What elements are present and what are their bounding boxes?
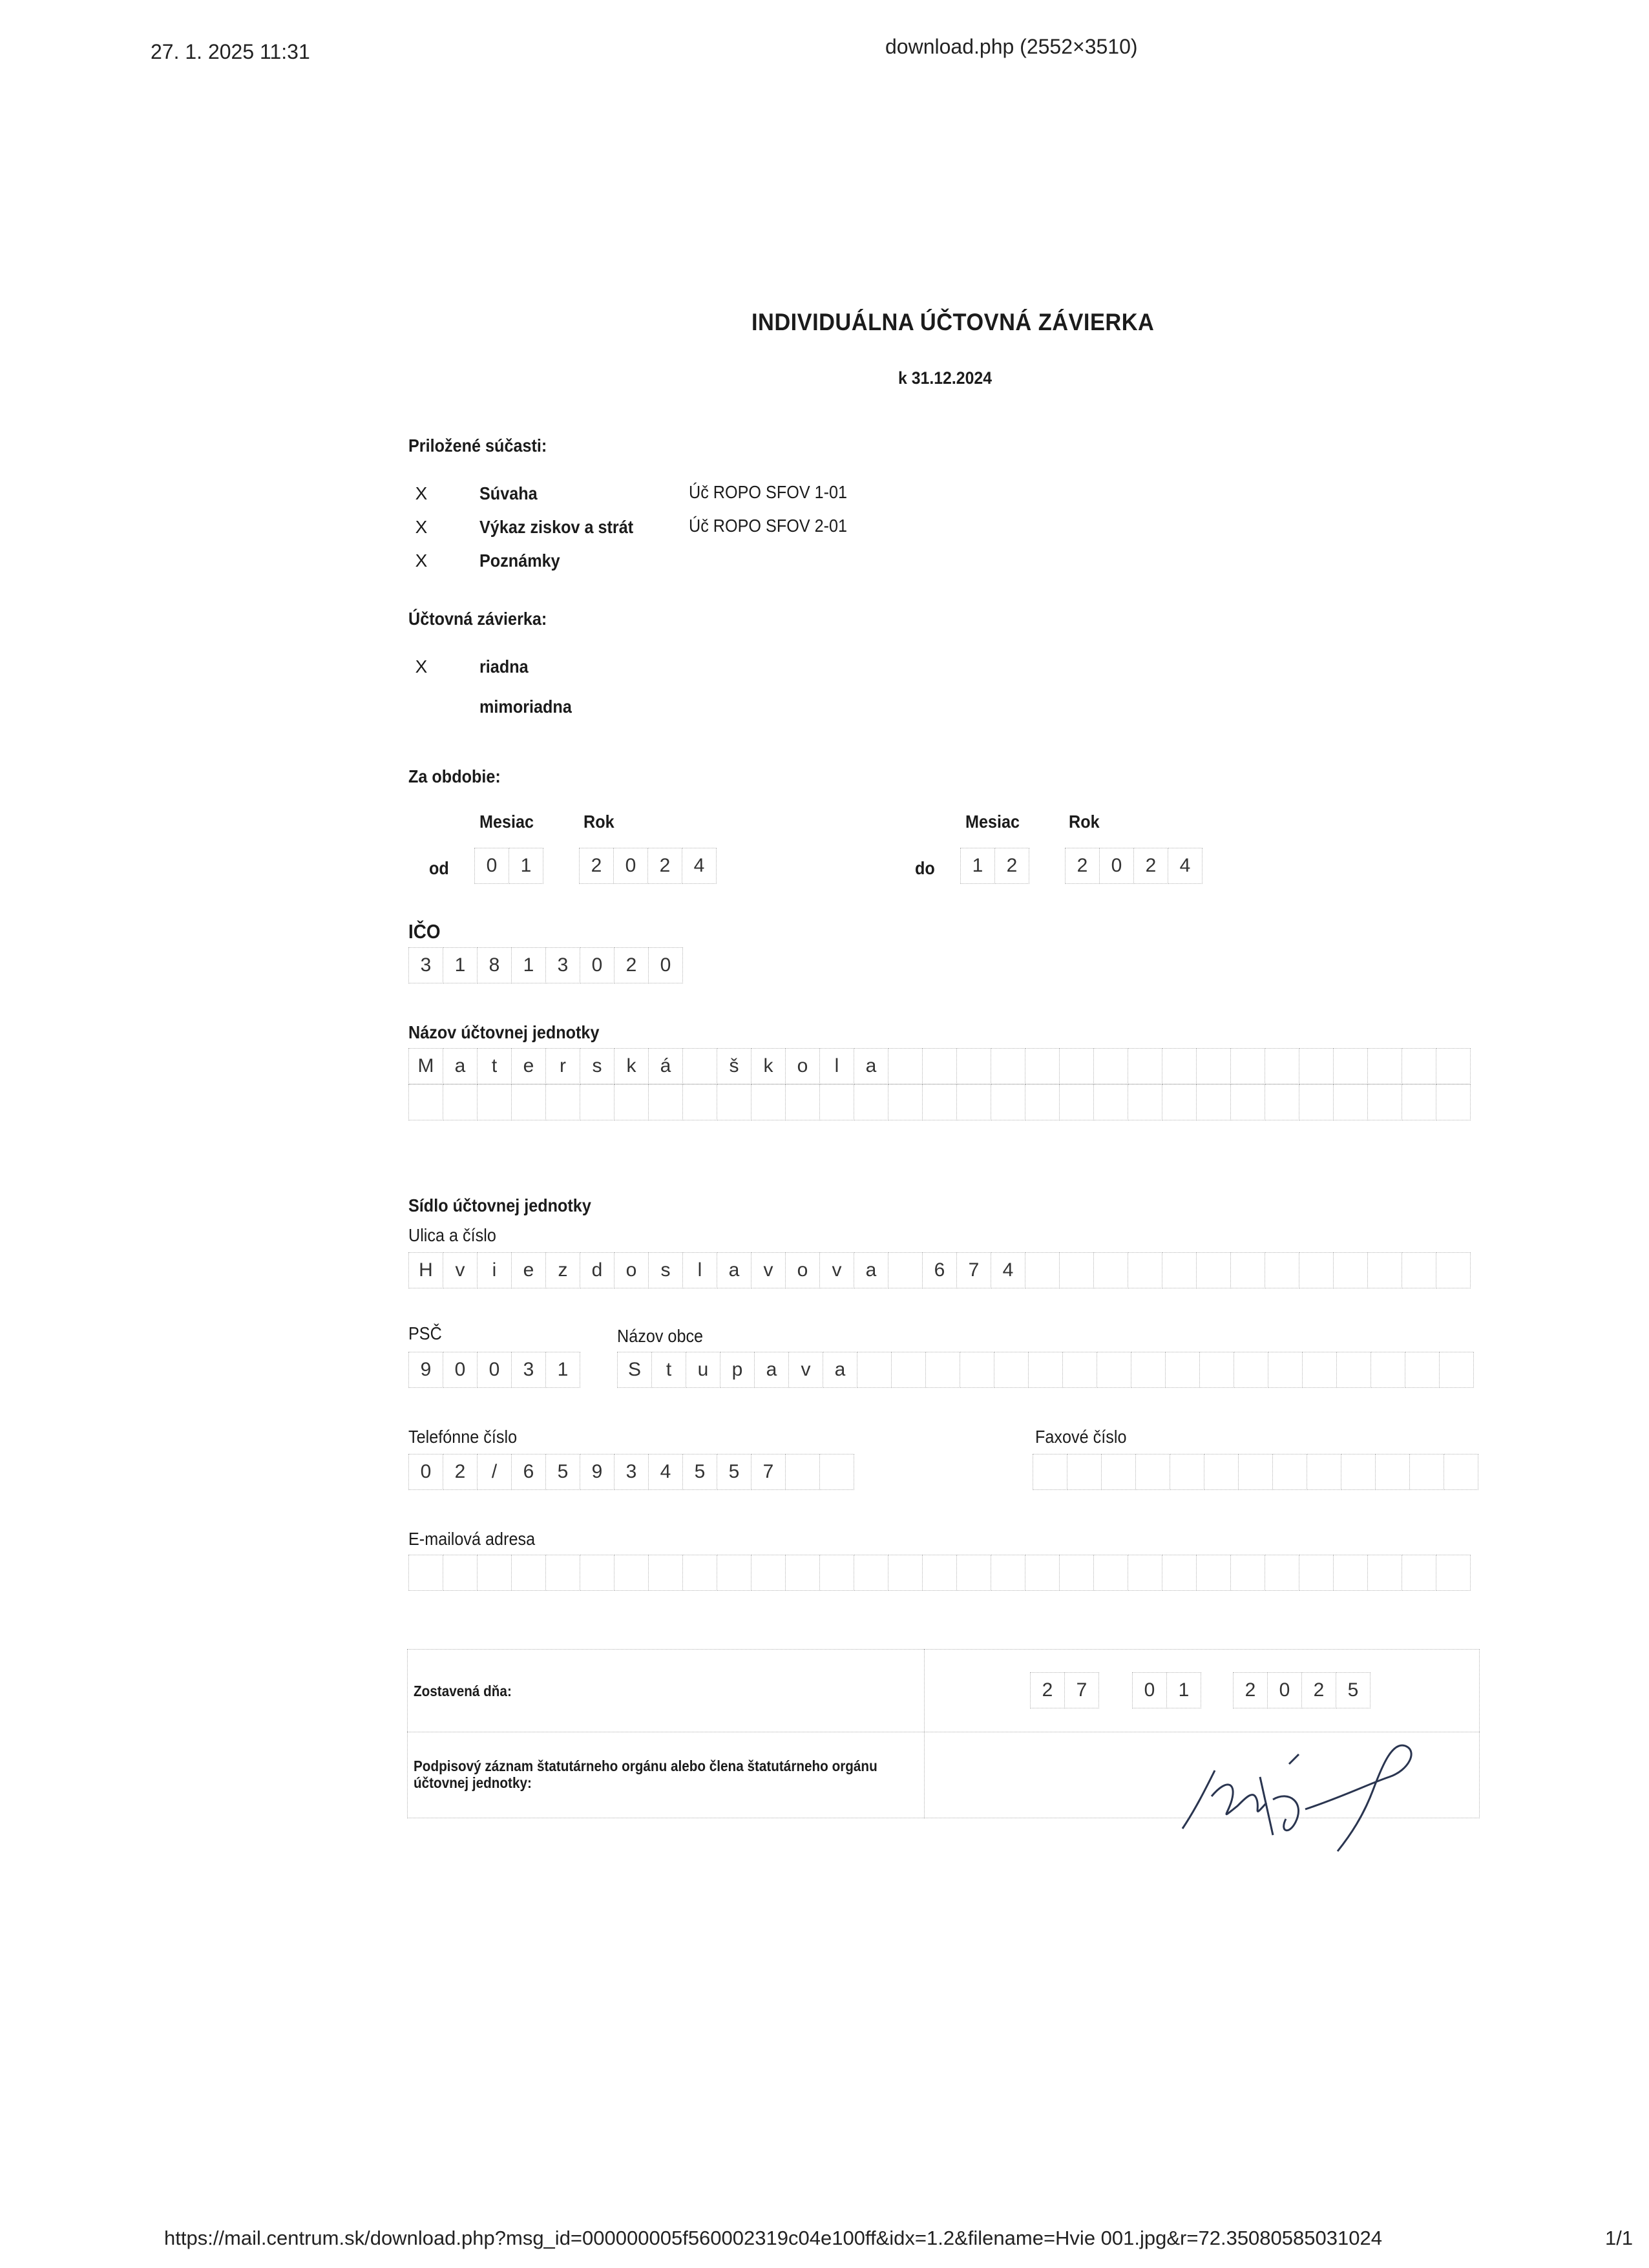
- digit-cell: 0: [443, 1352, 478, 1388]
- attachment-mark: X: [415, 517, 428, 537]
- digit-cell: 3: [511, 1352, 546, 1388]
- from-year-label: Rok: [583, 812, 614, 832]
- char-cell: [408, 1555, 443, 1591]
- ico-label: IČO: [408, 920, 441, 943]
- char-cell: [1265, 1252, 1299, 1288]
- char-cell: [1162, 1252, 1197, 1288]
- char-cell: [1299, 1555, 1334, 1591]
- char-cell: [477, 1555, 512, 1591]
- char-cell: [991, 1048, 1025, 1084]
- char-cell: á: [648, 1048, 683, 1084]
- char-cell: k: [614, 1048, 649, 1084]
- char-cell: 4: [648, 1454, 683, 1490]
- print-page-number: 1/1: [1605, 2227, 1633, 2249]
- digit-cell: 0: [1267, 1672, 1302, 1708]
- char-cell: [1162, 1084, 1197, 1120]
- char-cell: [1230, 1084, 1265, 1120]
- char-cell: d: [580, 1252, 614, 1288]
- char-cell: [1093, 1084, 1128, 1120]
- char-cell: [408, 1084, 443, 1120]
- char-cell: [1402, 1555, 1436, 1591]
- attachment-code: Úč ROPO SFOV 2-01: [689, 516, 848, 536]
- char-cell: [511, 1555, 546, 1591]
- char-cell: [1025, 1555, 1060, 1591]
- digit-cell: 1: [443, 947, 478, 983]
- to-month-label: Mesiac: [965, 812, 1020, 832]
- char-cell: [751, 1084, 786, 1120]
- char-cell: [682, 1084, 717, 1120]
- to-year-label: Rok: [1069, 812, 1100, 832]
- char-cell: t: [651, 1352, 686, 1388]
- char-cell: [1436, 1048, 1471, 1084]
- digit-cell: 0: [1132, 1672, 1167, 1708]
- char-cell: [1307, 1454, 1341, 1490]
- city-grid: [617, 1352, 1473, 1388]
- digit-cell: 2: [1301, 1672, 1336, 1708]
- char-cell: [717, 1084, 751, 1120]
- char-cell: [1162, 1555, 1197, 1591]
- char-cell: [580, 1084, 614, 1120]
- char-cell: [1402, 1084, 1436, 1120]
- char-cell: [1033, 1454, 1067, 1490]
- char-cell: [1025, 1048, 1060, 1084]
- char-cell: [682, 1555, 717, 1591]
- char-cell: S: [617, 1352, 652, 1388]
- char-cell: [956, 1084, 991, 1120]
- char-cell: [1101, 1454, 1136, 1490]
- phone-grid: [408, 1454, 854, 1490]
- char-cell: [1333, 1252, 1368, 1288]
- period-heading: Za obdobie:: [408, 766, 501, 786]
- char-cell: [1170, 1454, 1204, 1490]
- char-cell: a: [443, 1048, 478, 1084]
- char-cell: [819, 1084, 854, 1120]
- statement-type-label: riadna: [479, 656, 529, 677]
- digit-cell: 4: [682, 848, 717, 884]
- char-cell: [1097, 1352, 1131, 1388]
- digit-cell: 2: [1233, 1672, 1268, 1708]
- char-cell: s: [580, 1048, 614, 1084]
- digit-cell: 2: [1133, 848, 1168, 884]
- attachment-name: Poznámky: [479, 551, 560, 571]
- char-cell: [1230, 1555, 1265, 1591]
- char-cell: [443, 1555, 478, 1591]
- char-cell: [1131, 1352, 1166, 1388]
- char-cell: [614, 1084, 649, 1120]
- from-month-grid: [474, 848, 543, 884]
- email-label: E-mailová adresa: [408, 1529, 536, 1549]
- char-cell: [751, 1555, 786, 1591]
- digit-cell: 1: [509, 848, 543, 884]
- char-cell: [956, 1555, 991, 1591]
- char-cell: s: [648, 1252, 683, 1288]
- char-cell: [1436, 1555, 1471, 1591]
- char-cell: [1162, 1048, 1197, 1084]
- char-cell: [1402, 1048, 1436, 1084]
- char-cell: [1067, 1454, 1102, 1490]
- to-label: do: [915, 858, 935, 878]
- char-cell: a: [717, 1252, 751, 1288]
- char-cell: 6: [511, 1454, 546, 1490]
- char-cell: [1059, 1048, 1094, 1084]
- digit-cell: 1: [545, 1352, 580, 1388]
- char-cell: [1439, 1352, 1474, 1388]
- char-cell: [511, 1084, 546, 1120]
- char-cell: r: [545, 1048, 580, 1084]
- char-cell: [1135, 1454, 1170, 1490]
- char-cell: [1265, 1048, 1299, 1084]
- char-cell: š: [717, 1048, 751, 1084]
- digit-cell: 0: [477, 1352, 512, 1388]
- char-cell: v: [788, 1352, 823, 1388]
- digit-cell: 0: [613, 848, 648, 884]
- city-label: Názov obce: [617, 1326, 704, 1346]
- print-datetime: 27. 1. 2025 11:31: [151, 40, 310, 63]
- document-title: INDIVIDUÁLNA ÚČTOVNÁ ZÁVIERKA: [751, 309, 1155, 335]
- char-cell: [891, 1352, 926, 1388]
- char-cell: [1196, 1084, 1231, 1120]
- to-month-grid: [960, 848, 1029, 884]
- char-cell: [888, 1555, 923, 1591]
- digit-cell: 2: [579, 848, 614, 884]
- char-cell: a: [854, 1252, 888, 1288]
- char-cell: [854, 1084, 888, 1120]
- char-cell: [1230, 1048, 1265, 1084]
- char-cell: [648, 1084, 683, 1120]
- char-cell: [1196, 1252, 1231, 1288]
- char-cell: [888, 1084, 923, 1120]
- char-cell: [819, 1454, 854, 1490]
- digit-cell: 2: [994, 848, 1029, 884]
- char-cell: o: [785, 1252, 820, 1288]
- char-cell: [1402, 1252, 1436, 1288]
- fax-label: Faxové číslo: [1035, 1427, 1127, 1447]
- char-cell: [443, 1084, 478, 1120]
- attachments-heading: Priložené súčasti:: [408, 436, 547, 456]
- char-cell: z: [545, 1252, 580, 1288]
- entity-name-grid: [408, 1048, 1494, 1120]
- char-cell: o: [785, 1048, 820, 1084]
- char-cell: [580, 1555, 614, 1591]
- char-cell: [1333, 1048, 1368, 1084]
- char-cell: [1093, 1048, 1128, 1084]
- attachment-name: Súvaha: [479, 483, 538, 503]
- char-cell: [1025, 1084, 1060, 1120]
- char-cell: [1268, 1352, 1303, 1388]
- char-cell: [1436, 1084, 1471, 1120]
- char-cell: [1128, 1048, 1162, 1084]
- char-cell: M: [408, 1048, 443, 1084]
- char-cell: [1265, 1084, 1299, 1120]
- char-cell: [1025, 1252, 1060, 1288]
- char-cell: 9: [580, 1454, 614, 1490]
- compiled-year-grid: [1233, 1672, 1370, 1708]
- char-cell: [1196, 1048, 1231, 1084]
- compiled-label: Zostavená dňa:: [414, 1683, 512, 1699]
- digit-cell: 0: [648, 947, 683, 983]
- char-cell: e: [511, 1252, 546, 1288]
- char-cell: 0: [408, 1454, 443, 1490]
- char-cell: [1128, 1084, 1162, 1120]
- char-cell: [1333, 1084, 1368, 1120]
- char-cell: [785, 1084, 820, 1120]
- char-cell: [1234, 1352, 1268, 1388]
- statement-type-heading: Účtovná závierka:: [408, 609, 547, 629]
- statement-type-mark: [408, 693, 434, 721]
- char-cell: [1272, 1454, 1307, 1490]
- char-cell: [854, 1555, 888, 1591]
- char-cell: [1336, 1352, 1371, 1388]
- char-cell: [1375, 1454, 1410, 1490]
- char-cell: [648, 1555, 683, 1591]
- char-cell: k: [751, 1048, 786, 1084]
- digit-cell: 3: [408, 947, 443, 983]
- char-cell: [960, 1352, 994, 1388]
- email-grid: [408, 1555, 1470, 1591]
- ico-grid: [408, 947, 682, 983]
- compiled-month-grid: [1132, 1672, 1201, 1708]
- digit-cell: 3: [545, 947, 580, 983]
- compiled-day-grid: [1030, 1672, 1098, 1708]
- digit-cell: 1: [1166, 1672, 1201, 1708]
- char-cell: [1204, 1454, 1239, 1490]
- char-cell: [956, 1048, 991, 1084]
- attachment-mark: X: [415, 483, 428, 503]
- char-cell: 5: [545, 1454, 580, 1490]
- char-cell: 5: [682, 1454, 717, 1490]
- digit-cell: 8: [477, 947, 512, 983]
- handwritten-signature: [1176, 1738, 1447, 1854]
- char-cell: o: [614, 1252, 649, 1288]
- char-cell: 2: [443, 1454, 478, 1490]
- char-cell: [994, 1352, 1029, 1388]
- char-cell: [1238, 1454, 1273, 1490]
- char-cell: [1367, 1252, 1402, 1288]
- address-label: Sídlo účtovnej jednotky: [408, 1195, 591, 1215]
- char-cell: v: [751, 1252, 786, 1288]
- digit-cell: 7: [1064, 1672, 1099, 1708]
- char-cell: [1333, 1555, 1368, 1591]
- char-cell: [1265, 1555, 1299, 1591]
- char-cell: 4: [991, 1252, 1025, 1288]
- char-cell: 6: [922, 1252, 957, 1288]
- char-cell: [1367, 1084, 1402, 1120]
- char-cell: [545, 1084, 580, 1120]
- char-cell: [682, 1048, 717, 1084]
- char-cell: [717, 1555, 751, 1591]
- char-cell: a: [823, 1352, 857, 1388]
- char-cell: [922, 1555, 957, 1591]
- psc-label: PSČ: [408, 1323, 442, 1343]
- char-cell: i: [477, 1252, 512, 1288]
- signature-label: Podpisový záznam štatutárneho orgánu alebo člena štatutárneho orgánu účtovnej jednotky:: [414, 1758, 877, 1791]
- char-cell: [1299, 1084, 1334, 1120]
- char-cell: [925, 1352, 960, 1388]
- digit-cell: 5: [1336, 1672, 1371, 1708]
- statement-type-mark: X: [415, 656, 428, 677]
- char-cell: [1128, 1252, 1162, 1288]
- digit-cell: 2: [1030, 1672, 1065, 1708]
- char-cell: [1444, 1454, 1478, 1490]
- char-cell: v: [819, 1252, 854, 1288]
- char-cell: [1059, 1555, 1094, 1591]
- digit-cell: 0: [1099, 848, 1134, 884]
- to-year-grid: [1065, 848, 1202, 884]
- char-cell: [1299, 1252, 1334, 1288]
- print-url: https://mail.centrum.sk/download.php?msg_id=000000005f560002319c04e100ff&idx=1.2&filename=Hvie 001.jpg&r=72.35080585031024: [164, 2227, 1382, 2249]
- char-cell: [1196, 1555, 1231, 1591]
- char-cell: [857, 1352, 892, 1388]
- char-cell: [785, 1555, 820, 1591]
- char-cell: 3: [614, 1454, 649, 1490]
- char-cell: v: [443, 1252, 478, 1288]
- print-title: download.php (2552×3510): [885, 35, 1138, 58]
- char-cell: [785, 1454, 820, 1490]
- char-cell: [991, 1555, 1025, 1591]
- char-cell: l: [682, 1252, 717, 1288]
- char-cell: l: [819, 1048, 854, 1084]
- digit-cell: 1: [511, 947, 546, 983]
- char-cell: [1128, 1555, 1162, 1591]
- char-cell: [888, 1252, 923, 1288]
- char-cell: [1199, 1352, 1234, 1388]
- signature-column-divider: [924, 1649, 925, 1818]
- char-cell: [991, 1084, 1025, 1120]
- digit-cell: 4: [1168, 848, 1203, 884]
- char-cell: [1367, 1048, 1402, 1084]
- char-cell: [888, 1048, 923, 1084]
- char-cell: /: [477, 1454, 512, 1490]
- char-cell: [922, 1048, 957, 1084]
- char-cell: [922, 1084, 957, 1120]
- digit-cell: 1: [960, 848, 995, 884]
- char-cell: H: [408, 1252, 443, 1288]
- char-cell: [1230, 1252, 1265, 1288]
- char-cell: [819, 1555, 854, 1591]
- fax-grid: [1033, 1454, 1478, 1490]
- char-cell: [477, 1084, 512, 1120]
- char-cell: [614, 1555, 649, 1591]
- attachment-name: Výkaz ziskov a strát: [479, 517, 634, 537]
- psc-grid: [408, 1352, 580, 1388]
- phone-label: Telefónne číslo: [408, 1427, 518, 1447]
- entity-name-label: Názov účtovnej jednotky: [408, 1022, 600, 1042]
- char-cell: 7: [751, 1454, 786, 1490]
- attachment-code: Úč ROPO SFOV 1-01: [689, 482, 848, 502]
- char-cell: [1059, 1084, 1094, 1120]
- statement-type-label: mimoriadna: [479, 697, 572, 717]
- digit-cell: 2: [1065, 848, 1100, 884]
- digit-cell: 0: [474, 848, 509, 884]
- char-cell: p: [720, 1352, 755, 1388]
- char-cell: [1093, 1555, 1128, 1591]
- digit-cell: 2: [614, 947, 649, 983]
- char-cell: [1028, 1352, 1063, 1388]
- char-cell: [1367, 1555, 1402, 1591]
- char-cell: a: [854, 1048, 888, 1084]
- digit-cell: 9: [408, 1352, 443, 1388]
- street-label: Ulica a číslo: [408, 1225, 496, 1245]
- char-cell: [1371, 1352, 1405, 1388]
- char-cell: u: [686, 1352, 720, 1388]
- char-cell: [1093, 1252, 1128, 1288]
- char-cell: [1165, 1352, 1200, 1388]
- char-cell: [1062, 1352, 1097, 1388]
- char-cell: [1436, 1252, 1471, 1288]
- char-cell: 7: [956, 1252, 991, 1288]
- char-cell: t: [477, 1048, 512, 1084]
- char-cell: [545, 1555, 580, 1591]
- char-cell: a: [754, 1352, 789, 1388]
- char-cell: [1409, 1454, 1444, 1490]
- digit-cell: 2: [647, 848, 682, 884]
- attachment-mark: X: [415, 551, 428, 571]
- from-year-grid: [579, 848, 716, 884]
- char-cell: [1059, 1252, 1094, 1288]
- char-cell: 5: [717, 1454, 751, 1490]
- from-month-label: Mesiac: [479, 812, 534, 832]
- from-label: od: [429, 858, 449, 878]
- char-cell: [1341, 1454, 1376, 1490]
- char-cell: [1302, 1352, 1337, 1388]
- char-cell: [1405, 1352, 1440, 1388]
- char-cell: e: [511, 1048, 546, 1084]
- street-grid: [408, 1252, 1470, 1288]
- digit-cell: 0: [580, 947, 614, 983]
- document-date: k 31.12.2024: [898, 368, 993, 388]
- char-cell: [1299, 1048, 1334, 1084]
